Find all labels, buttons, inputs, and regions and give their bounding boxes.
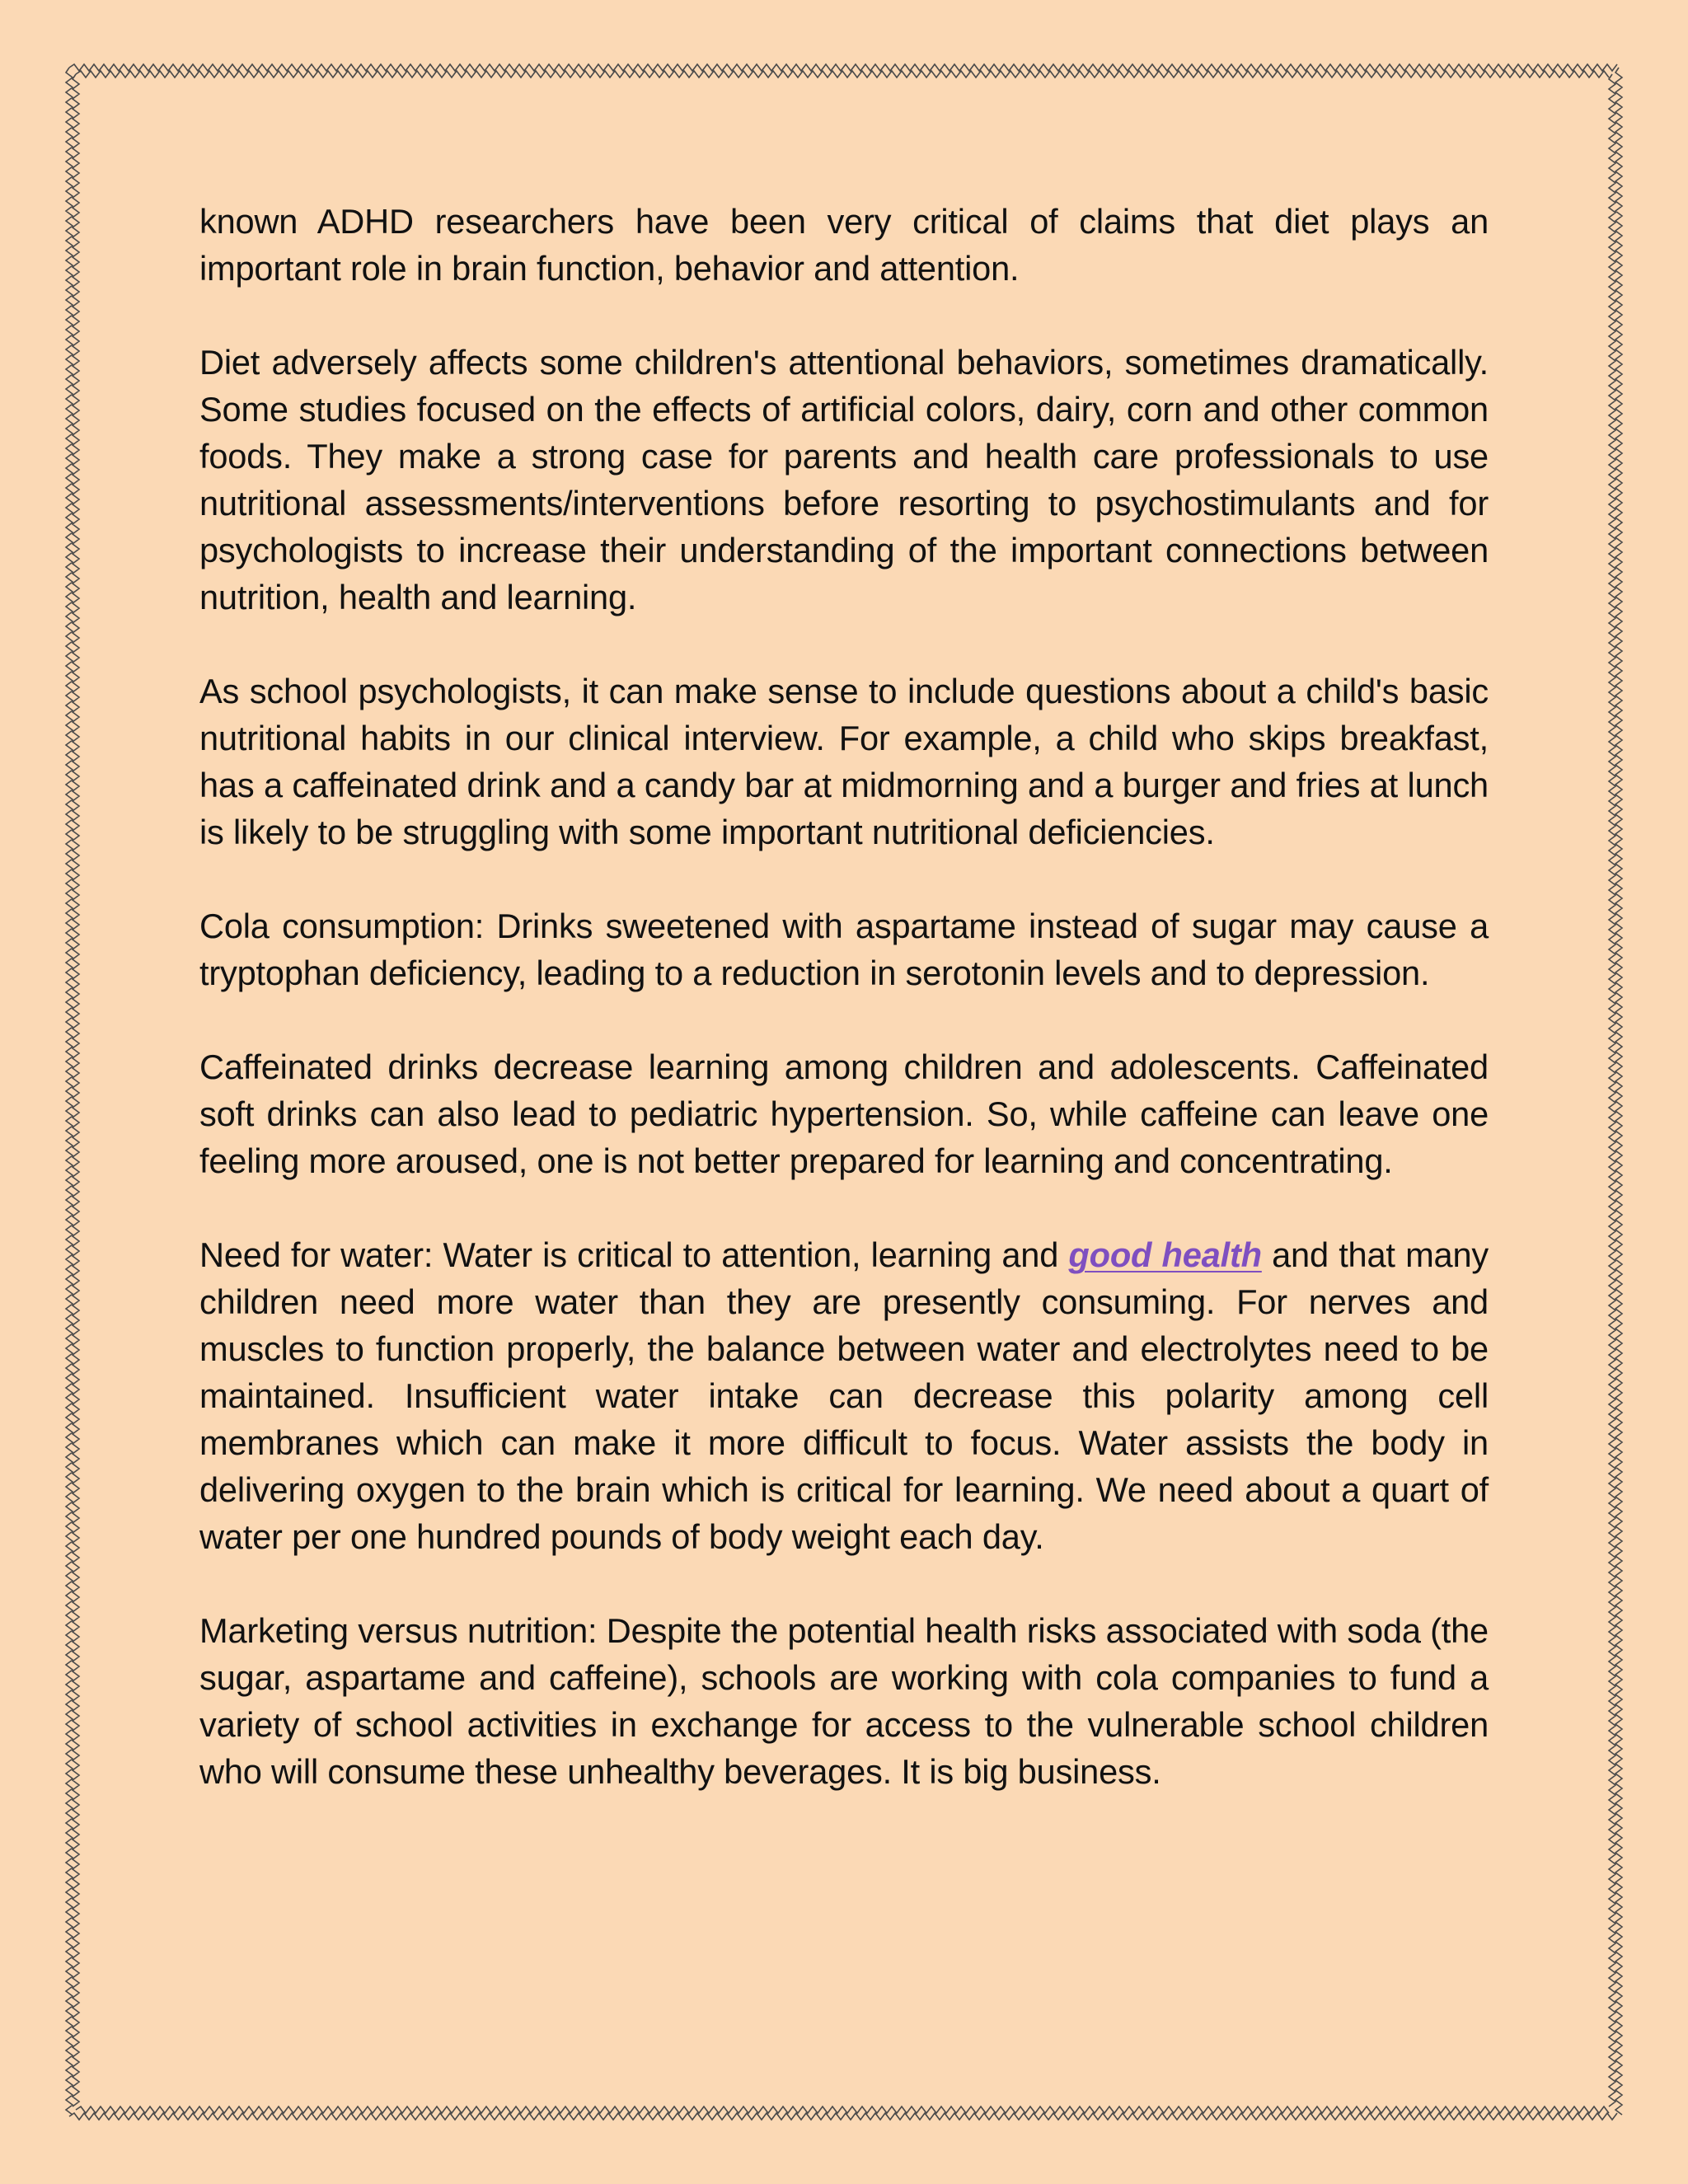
paragraph-diet-effects: Diet adversely affects some children's attentional behaviors, sometimes dramatically. Some studies focused on the effects of artificial colors, dairy, corn and other common foods. They make a strong case for parents and health care professionals to use nutritional assessments/interventions before resorting to psychostimulants and for psychologists to increase their understanding of the important connections between nutrition, health and learning. [199, 343, 1489, 616]
paragraph-school-psychologists: As school psychologists, it can make sense to include questions about a child's basic nutritional habits in our clinical interview. For example, a child who skips breakfast, has a caffeinated drink and a candy bar at midmorning and a burger and fries at lunch is likely to be struggling with some important nutritional deficiencies. [199, 672, 1489, 851]
document-body [199, 198, 1489, 1795]
paragraph-need-for-water [199, 1231, 1489, 1560]
paragraph-adhd-researchers: known ADHD researchers have been very critical of claims that diet plays an important role in brain function, behavior and attention. [199, 202, 1489, 288]
water-text-before-link: Need for water: Water is critical to attention, learning and [199, 1235, 1069, 1274]
paragraph-caffeinated-drinks: Caffeinated drinks decrease learning among children and adolescents. Caffeinated soft drinks can also lead to pediatric hypertension. So, while caffeine can leave one feeling more aroused, one is not better prepared for learning and concentrating. [199, 1047, 1489, 1180]
paragraph-cola-consumption: Cola consumption: Drinks sweetened with aspartame instead of sugar may cause a tryptophan deficiency, leading to a reduction in serotonin levels and to depression. [199, 907, 1489, 992]
paragraph-marketing-vs-nutrition: Marketing versus nutrition: Despite the potential health risks associated with soda (the sugar, aspartame and caffeine), schools are working with cola companies to fund a variety of school activities in exchange for access to the vulnerable school children who will consume these unhealthy beverages. It is big business. [199, 1611, 1489, 1791]
water-text-after-link: and that many children need more water than they are presently consuming. For nerves and muscles to function properly, the balance between water and electrolytes need to be maintained. Insufficient water intake can decrease this polarity among cell membranes which can make it more difficult to focus. Water assists the body in delivering oxygen to the brain which is critical for learning. We need about a quart of water per one hundred pounds of body weight each day. [199, 1235, 1489, 1556]
good-health-link[interactable]: good health [1068, 1235, 1262, 1274]
